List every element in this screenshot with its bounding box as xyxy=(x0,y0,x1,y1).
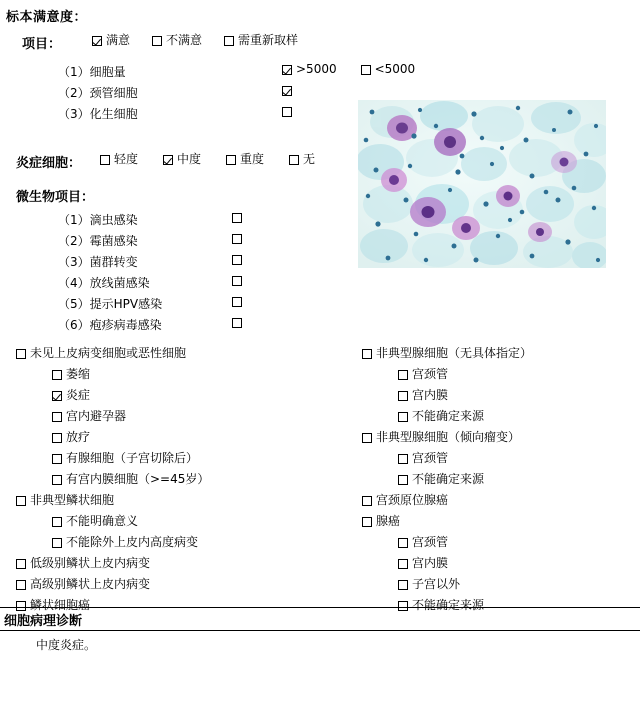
checkbox-icon[interactable] xyxy=(398,370,408,380)
checkbox-icon[interactable] xyxy=(163,155,173,165)
checkbox-row-lsil[interactable] xyxy=(16,553,336,574)
checkbox-icon[interactable] xyxy=(52,370,62,380)
diagnosis-top-divider xyxy=(0,607,640,608)
row-label: 萎缩 xyxy=(66,366,91,381)
item-options-group xyxy=(92,34,320,47)
microbiology-label: 微生物项目： xyxy=(16,190,95,205)
diagnosis-title: 细胞病理诊断 xyxy=(4,614,83,629)
checkbox-icon[interactable] xyxy=(232,297,242,307)
microbiology-item-label: （5）提示HPV感染 xyxy=(58,297,163,311)
checkbox-icon[interactable] xyxy=(282,86,292,96)
option-label: 中度 xyxy=(177,152,202,166)
microbiology-item-label: （6）疱疹病毒感染 xyxy=(58,318,162,332)
checkbox-option-mild[interactable] xyxy=(100,153,138,166)
row-label: 放疗 xyxy=(66,429,91,444)
item-label: 项目： xyxy=(22,37,62,52)
checkbox-row-agc-neoplastic-endocervical[interactable] xyxy=(362,448,632,469)
row-label: 高级别鳞状上皮内病变 xyxy=(30,576,151,591)
checkbox-row-adeno-extrauterine[interactable] xyxy=(362,574,632,595)
row-label: 炎症 xyxy=(66,387,91,402)
checkbox-icon[interactable] xyxy=(232,213,242,223)
checkbox-row-atrophy[interactable] xyxy=(16,364,336,385)
checkbox-icon[interactable] xyxy=(52,538,62,548)
checkbox-icon[interactable] xyxy=(226,155,236,165)
checkbox-icon[interactable] xyxy=(52,433,62,443)
checkbox-row-agc-neoplastic-unknown[interactable] xyxy=(362,469,632,490)
checkbox-icon[interactable] xyxy=(232,276,242,286)
findings-right-column xyxy=(362,343,632,616)
row-label: 非典型鳞状细胞 xyxy=(30,492,115,507)
microbiology-item-label: （2）霉菌感染 xyxy=(58,234,138,248)
row-label: 宫内膜 xyxy=(412,555,449,570)
checkbox-row-hsil[interactable] xyxy=(16,574,336,595)
checkbox-icon[interactable] xyxy=(398,559,408,569)
checkbox-row-radiotherapy[interactable] xyxy=(16,427,336,448)
checkbox-icon[interactable] xyxy=(282,65,292,75)
row-label: 宫内膜 xyxy=(412,387,449,402)
diagnosis-bottom-divider xyxy=(0,630,640,631)
checkbox-icon[interactable] xyxy=(398,475,408,485)
checkbox-option-severe[interactable] xyxy=(226,153,264,166)
option-label: 不满意 xyxy=(166,33,203,47)
checkbox-row-iud[interactable] xyxy=(16,406,336,427)
checkbox-icon[interactable] xyxy=(52,412,62,422)
option-label: 无 xyxy=(303,152,316,166)
inflammatory-cells-label: 炎症细胞： xyxy=(16,156,82,171)
row-label: 宫颈管 xyxy=(412,534,449,549)
option-label: 轻度 xyxy=(114,152,139,166)
checkbox-option-moderate[interactable] xyxy=(163,153,201,166)
checkbox-icon[interactable] xyxy=(52,475,62,485)
row-label: 腺癌 xyxy=(376,513,401,528)
row-label: 鳞状细胞癌 xyxy=(30,597,91,612)
row-label: 不能确定来源 xyxy=(412,597,485,612)
row-label: 有腺细胞（子宫切除后） xyxy=(66,450,199,465)
row-label: 子宫以外 xyxy=(412,576,461,591)
checkbox-icon[interactable] xyxy=(282,107,292,117)
checkbox-option-fungal[interactable] xyxy=(232,232,246,246)
checkbox-option-metaplastic[interactable] xyxy=(282,105,296,119)
option-label: <5000 xyxy=(374,62,416,76)
row-label: 宫颈管 xyxy=(412,366,449,381)
micrograph-image xyxy=(358,100,606,268)
checkbox-row-inflammation[interactable] xyxy=(16,385,336,406)
checkbox-icon[interactable] xyxy=(52,517,62,527)
row-label: 非典型腺细胞（倾向瘤变） xyxy=(376,429,521,444)
checkbox-option-trichomonas[interactable] xyxy=(232,211,246,225)
checkbox-row-endometrial-cells-age45[interactable] xyxy=(16,469,336,490)
checkbox-icon[interactable] xyxy=(362,517,372,527)
checkbox-row-adeno-endometrial[interactable] xyxy=(362,553,632,574)
checkbox-option-endocervical[interactable] xyxy=(282,84,296,98)
option-label: 需重新取样 xyxy=(238,33,299,47)
option-label: 重度 xyxy=(240,152,265,166)
option-label: >5000 xyxy=(296,62,337,76)
checkbox-option-flora-shift[interactable] xyxy=(232,253,246,267)
checkbox-option-herpes[interactable] xyxy=(232,316,246,330)
checkbox-option-satisfactory[interactable] xyxy=(92,34,130,47)
cytology-micrograph xyxy=(358,100,606,268)
checkbox-icon[interactable] xyxy=(398,601,408,611)
checkbox-icon[interactable] xyxy=(100,155,110,165)
checkbox-icon[interactable] xyxy=(16,496,26,506)
checkbox-icon[interactable] xyxy=(362,496,372,506)
checkbox-row-agc-nos[interactable] xyxy=(362,343,632,364)
checkbox-icon[interactable] xyxy=(52,391,62,401)
diagnosis-text: 中度炎症。 xyxy=(36,638,97,652)
checkbox-icon[interactable] xyxy=(398,454,408,464)
microbiology-item-label: （1）滴虫感染 xyxy=(58,213,138,227)
checkbox-icon[interactable] xyxy=(232,255,242,265)
findings-left-column xyxy=(16,343,336,616)
checkbox-row-nilm[interactable] xyxy=(16,343,336,364)
checkbox-row-agc-nos-unknown[interactable] xyxy=(362,406,632,427)
checkbox-icon[interactable] xyxy=(92,36,102,46)
checkbox-icon[interactable] xyxy=(16,349,26,359)
row-label: 不能除外上皮内高度病变 xyxy=(66,534,199,549)
checkbox-icon[interactable] xyxy=(289,155,299,165)
checkbox-row-ais[interactable] xyxy=(362,490,632,511)
checkbox-option-gt5000[interactable] xyxy=(282,63,337,76)
checkbox-row-agc-nos-endometrial[interactable] xyxy=(362,385,632,406)
checkbox-icon[interactable] xyxy=(398,580,408,590)
cell-count-options-group xyxy=(282,63,439,76)
checkbox-row-agc-neoplastic[interactable] xyxy=(362,427,632,448)
inflammatory-cells-options-group xyxy=(100,153,340,166)
checkbox-option-unsatisfactory[interactable] xyxy=(152,34,202,47)
checkbox-row-agc-nos-endocervical[interactable] xyxy=(362,364,632,385)
checkbox-icon[interactable] xyxy=(16,601,26,611)
checkbox-option-lt5000[interactable] xyxy=(361,63,416,76)
specimen-adequacy-heading: 标本满意度： xyxy=(6,10,88,25)
sub-item-cell-count-label: （1）细胞量 xyxy=(58,65,126,79)
checkbox-icon[interactable] xyxy=(398,391,408,401)
row-label: 宫颈原位腺癌 xyxy=(376,492,449,507)
checkbox-option-actinomyces[interactable] xyxy=(232,274,246,288)
checkbox-row-glandular-post-hysterectomy[interactable] xyxy=(16,448,336,469)
checkbox-icon[interactable] xyxy=(16,580,26,590)
checkbox-row-ascus[interactable] xyxy=(16,511,336,532)
checkbox-icon[interactable] xyxy=(362,349,372,359)
row-label: 有宫内膜细胞（>=45岁） xyxy=(66,471,210,486)
row-label: 不能明确意义 xyxy=(66,513,139,528)
sub-item-endocervical-label: （2）颈管细胞 xyxy=(58,86,138,100)
checkbox-icon[interactable] xyxy=(224,36,234,46)
checkbox-icon[interactable] xyxy=(152,36,162,46)
row-label: 未见上皮病变细胞或恶性细胞 xyxy=(30,345,187,360)
checkbox-icon[interactable] xyxy=(362,433,372,443)
checkbox-row-adeno-unknown[interactable] xyxy=(362,595,632,616)
checkbox-icon[interactable] xyxy=(52,454,62,464)
row-label: 不能确定来源 xyxy=(412,408,485,423)
checkbox-icon[interactable] xyxy=(398,538,408,548)
checkbox-row-asc[interactable] xyxy=(16,490,336,511)
row-label: 低级别鳞状上皮内病变 xyxy=(30,555,151,570)
row-label: 非典型腺细胞（无具体指定） xyxy=(376,345,533,360)
checkbox-icon[interactable] xyxy=(16,559,26,569)
microbiology-item-label: （4）放线菌感染 xyxy=(58,276,150,290)
checkbox-icon[interactable] xyxy=(361,65,371,75)
checkbox-row-adeno-endocervical[interactable] xyxy=(362,532,632,553)
row-label: 宫内避孕器 xyxy=(66,408,127,423)
checkbox-icon[interactable] xyxy=(398,412,408,422)
sub-item-metaplastic-label: （3）化生细胞 xyxy=(58,107,138,121)
row-label: 宫颈管 xyxy=(412,450,449,465)
microbiology-item-label: （3）菌群转变 xyxy=(58,255,138,269)
checkbox-row-asch[interactable] xyxy=(16,532,336,553)
row-label: 不能确定来源 xyxy=(412,471,485,486)
checkbox-icon[interactable] xyxy=(232,318,242,328)
checkbox-option-hpv[interactable] xyxy=(232,295,246,309)
checkbox-icon[interactable] xyxy=(232,234,242,244)
option-label: 满意 xyxy=(106,33,131,47)
checkbox-option-resample[interactable] xyxy=(224,34,298,47)
checkbox-row-adenocarcinoma[interactable] xyxy=(362,511,632,532)
checkbox-option-none[interactable] xyxy=(289,153,315,166)
